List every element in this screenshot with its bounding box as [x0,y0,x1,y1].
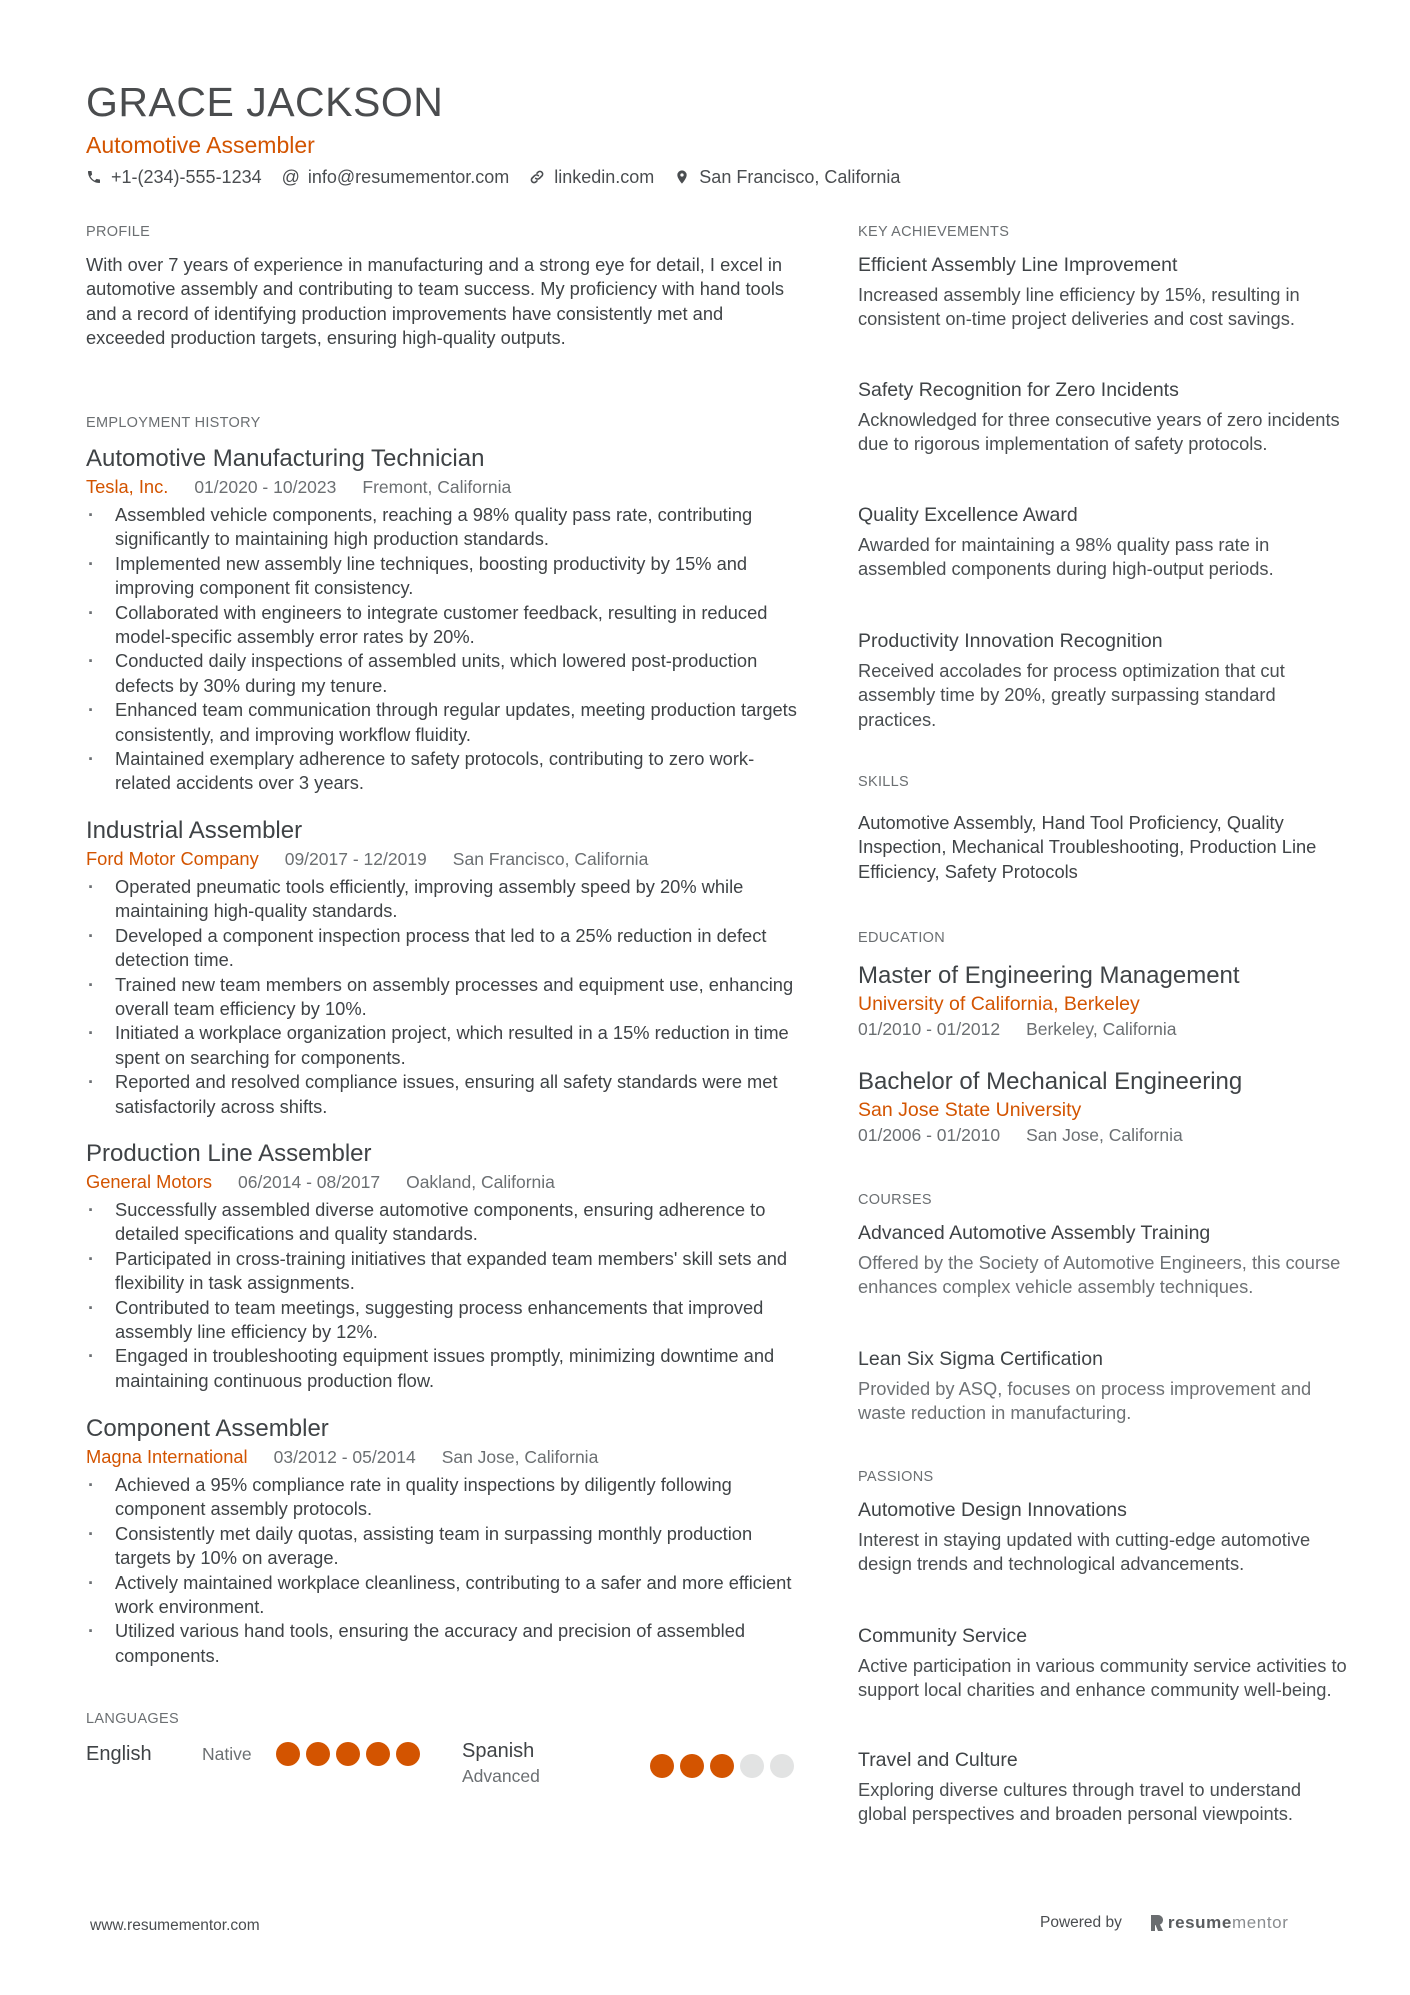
job-meta [86,1169,806,1195]
job-company: Tesla, Inc. [86,476,169,497]
passion-description: Exploring diverse cultures through travel to understand global perspectives and broaden personal viewpoints. [858,1779,1302,1825]
bullet-item: · Trained new team members on assembly processes and equipment use, enhancing overall team efficiency by 10%. [86,973,806,1022]
rating-dot-empty [740,1754,764,1778]
job-company: General Motors [86,1171,212,1192]
bullet-item: · Maintained exemplary adherence to safety protocols, contributing to zero work-related accidents over 3 years. [86,747,806,796]
bullet-item: · Assembled vehicle components, reaching a 98% quality pass rate, contributing significantly to maintaining high production standards. [86,503,806,552]
job-meta [86,846,806,872]
education-item [858,961,1348,1041]
education-item [858,1067,1348,1147]
rating-dot-filled [276,1742,300,1766]
language-rating [650,1754,800,1778]
passion-item [858,1623,1348,1703]
bullet-item: · Consistently met daily quotas, assisting team in surpassing monthly production targets by 10% on average. [86,1522,806,1571]
bullet-item: · Developed a component inspection process that led to a 25% reduction in defect detection time. [86,924,806,973]
education-dates: 01/2010 - 01/2012 [858,1019,1001,1039]
contact-location [674,165,900,189]
rating-dot-filled [710,1754,734,1778]
at-icon: @ [281,167,300,187]
education-school: San Jose State University [858,1099,1082,1121]
job-bullets [86,503,806,796]
resumementor-logo-icon [1150,1914,1164,1932]
contact-linkedin[interactable] [529,165,654,189]
language-level: Native [202,1744,252,1764]
job-title: Industrial Assembler [86,817,303,844]
achievement-item [858,628,1348,732]
education-heading: EDUCATION [858,930,946,946]
skills-text: Automotive Assembly, Hand Tool Proficiency, Quality Inspection, Mechanical Troubleshooting, Production Line Efficiency, Safety Protocols [858,812,1317,882]
job-title: Component Assembler [86,1415,329,1442]
course-item [858,1346,1348,1426]
bullet-item: · Achieved a 95% compliance rate in quality inspections by diligently following component assembly protocols. [86,1473,806,1522]
education-location: San Jose, California [1026,1125,1183,1145]
achievements-heading: KEY ACHIEVEMENTS [858,224,1010,240]
location-pin-icon [674,169,690,185]
job-meta [86,474,806,500]
course-item [858,1220,1348,1300]
job-bullets [86,1473,806,1668]
education-meta [858,1123,1348,1147]
job-company: Ford Motor Company [86,848,259,869]
education-school: University of California, Berkeley [858,993,1140,1015]
job-entry [86,1139,806,1393]
rating-dot-empty [770,1754,794,1778]
language-level: Advanced [462,1766,540,1786]
logo-text-light: mentor [1231,1913,1289,1932]
course-title: Lean Six Sigma Certification [858,1348,1103,1370]
language-rating [276,1742,426,1766]
achievement-description: Acknowledged for three consecutive years of zero incidents due to rigorous implementation of safety protocols. [858,409,1340,455]
powered-by-label: Powered by [1040,1914,1122,1931]
skills-heading: SKILLS [858,774,909,790]
rating-dot-filled [650,1754,674,1778]
bullet-item: · Actively maintained workplace cleanliness, contributing to a safer and more efficient work environment. [86,1571,806,1620]
courses-heading: COURSES [858,1192,932,1208]
rating-dot-filled [680,1754,704,1778]
passion-item [858,1497,1348,1577]
job-meta [86,1444,806,1470]
footer-website-link[interactable]: www.resumementor.com [90,1917,260,1934]
location-text: San Francisco, California [699,167,901,187]
bullet-item: · Successfully assembled diverse automotive components, ensuring adherence to detailed specifications and quality standards. [86,1198,806,1247]
job-entry [86,816,806,1119]
email-text[interactable]: info@resumementor.com [307,167,510,187]
passion-title: Community Service [858,1625,1028,1647]
achievement-title: Safety Recognition for Zero Incidents [858,379,1179,401]
languages-heading: LANGUAGES [86,1711,179,1727]
phone-icon [86,169,102,185]
course-title: Advanced Automotive Assembly Training [858,1222,1211,1244]
passion-description: Active participation in various community service activities to support local charities and enhance community well-being. [858,1655,1347,1701]
bullet-item: · Operated pneumatic tools efficiently, improving assembly speed by 20% while maintaining high-quality standards. [86,875,806,924]
candidate-title: Automotive Assembler [86,132,315,158]
bullet-item: · Engaged in troubleshooting equipment issues promptly, minimizing downtime and maintaining continuous production flow. [86,1344,806,1393]
powered-by [1040,1913,1288,1933]
job-location: Oakland, California [406,1172,555,1192]
job-title: Automotive Manufacturing Technician [86,445,485,472]
bullet-item: · Utilized various hand tools, ensuring the accuracy and precision of assembled components. [86,1619,806,1668]
employment-heading: EMPLOYMENT HISTORY [86,415,261,431]
bullet-item: · Collaborated with engineers to integrate customer feedback, resulting in reduced model-specific assembly error rates by 20%. [86,601,806,650]
bullet-item: · Enhanced team communication through regular updates, meeting production targets consistently, and improving workflow fluidity. [86,698,806,747]
candidate-name: GRACE JACKSON [86,79,444,125]
bullet-item: · Initiated a workplace organization project, which resulted in a 15% reduction in time spent on searching for components. [86,1021,806,1070]
contact-bar [86,165,920,189]
language-name: Spanish [462,1740,535,1762]
passion-item [858,1747,1348,1827]
achievement-title: Productivity Innovation Recognition [858,630,1163,652]
achievement-description: Increased assembly line efficiency by 15%, resulting in consistent on-time project deliveries and cost savings. [858,284,1300,330]
contact-email[interactable] [282,165,510,189]
rating-dot-filled [306,1742,330,1766]
bullet-item: · Implemented new assembly line techniques, boosting productivity by 15% and improving component fit consistency. [86,552,806,601]
profile-text: With over 7 years of experience in manufacturing and a strong eye for detail, I excel in automotive assembly and contributing to team success. My proficiency with hand tools and a record of identifying production improvements have consistently met and exceeded production targets, ensuring high-quality outputs. [86,254,785,349]
resumementor-logo[interactable] [1150,1913,1289,1933]
passion-title: Travel and Culture [858,1749,1018,1771]
bullet-item: · Reported and resolved compliance issues, ensuring all safety standards were met satisfactorily across shifts. [86,1070,806,1119]
job-bullets [86,875,806,1119]
passions-heading: PASSIONS [858,1469,934,1485]
rating-dot-filled [396,1742,420,1766]
job-dates: 06/2014 - 08/2017 [238,1172,381,1192]
bullet-item: · Participated in cross-training initiatives that expanded team members' skill sets and flexibility in task assignments. [86,1247,806,1296]
rating-dot-filled [366,1742,390,1766]
achievement-description: Awarded for maintaining a 98% quality pass rate in assembled components during high-output periods. [858,534,1274,580]
job-location: San Francisco, California [452,849,649,869]
bullet-item: · Conducted daily inspections of assembled units, which lowered post-production defects by 30% during my tenure. [86,649,806,698]
bullet-item: · Contributed to team meetings, suggesting process enhancements that improved assembly line efficiency by 12%. [86,1296,806,1345]
achievement-title: Quality Excellence Award [858,504,1078,526]
job-location: Fremont, California [362,477,512,497]
course-description: Provided by ASQ, focuses on process improvement and waste reduction in manufacturing. [858,1378,1312,1424]
job-dates: 09/2017 - 12/2019 [284,849,427,869]
achievement-item [858,252,1348,332]
job-location: San Jose, California [441,1447,599,1467]
education-degree: Bachelor of Mechanical Engineering [858,1068,1243,1095]
achievement-description: Received accolades for process optimization that cut assembly time by 20%, greatly surpassing standard practices. [858,660,1285,730]
job-entry [86,444,806,796]
linkedin-text[interactable]: linkedin.com [554,167,655,187]
education-location: Berkeley, California [1026,1019,1177,1039]
job-bullets [86,1198,806,1393]
education-dates: 01/2006 - 01/2010 [858,1125,1001,1145]
job-dates: 01/2020 - 10/2023 [194,477,337,497]
job-title: Production Line Assembler [86,1140,372,1167]
achievement-item [858,502,1348,582]
job-entry [86,1414,806,1668]
course-description: Offered by the Society of Automotive Engineers, this course enhances complex vehicle assembly techniques. [858,1252,1341,1298]
phone-text: +1-(234)-555-1234 [111,167,262,187]
profile-heading: PROFILE [86,224,151,240]
contact-phone [86,165,262,189]
passion-description: Interest in staying updated with cutting-edge automotive design trends and technological advancements. [858,1529,1311,1575]
link-icon [529,169,545,185]
language-name: English [86,1743,152,1765]
logo-text-bold: resume [1167,1913,1232,1932]
rating-dot-filled [336,1742,360,1766]
job-dates: 03/2012 - 05/2014 [273,1447,416,1467]
education-meta [858,1017,1348,1041]
job-company: Magna International [86,1446,248,1467]
education-degree: Master of Engineering Management [858,962,1240,989]
passion-title: Automotive Design Innovations [858,1499,1127,1521]
achievement-item [858,377,1348,457]
achievement-title: Efficient Assembly Line Improvement [858,254,1178,276]
